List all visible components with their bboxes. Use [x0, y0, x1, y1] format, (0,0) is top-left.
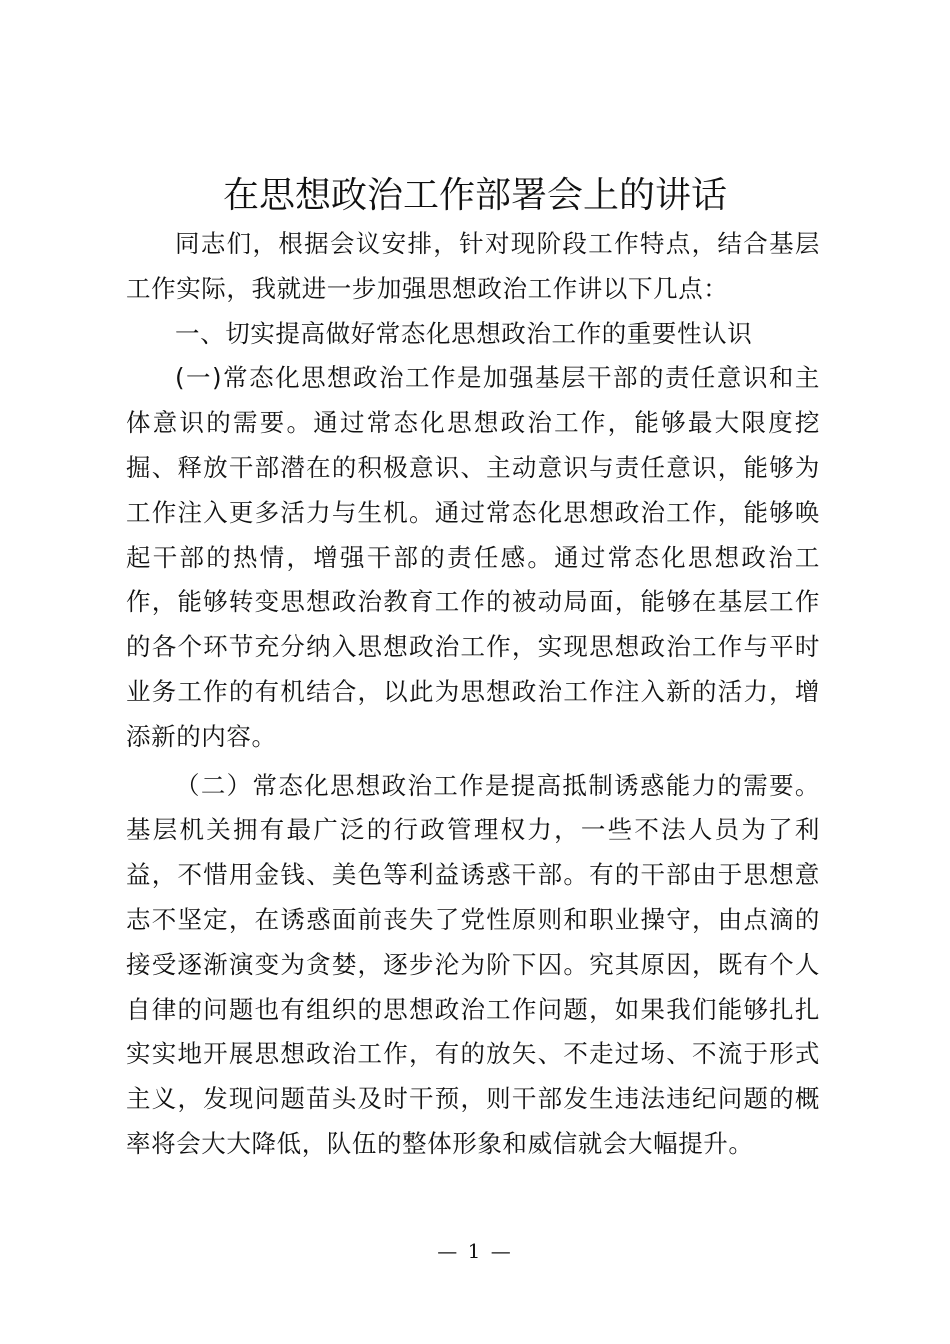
section-heading-1: 一、切实提高做好常态化思想政治工作的重要性认识: [175, 318, 753, 348]
document-title: 在思想政治工作部署会上的讲话: [222, 175, 727, 216]
document-body: [126, 222, 820, 1167]
page-number: — 1 —: [437, 1239, 513, 1263]
subsection-paragraph-1: (一)常态化思想政治工作是加强基层干部的责任意识和主体意识的需要。通过常态化思想政治工作，能够最大限度挖掘、释放干部潜在的积极意识、主动意识与责任意识，能够为工作注入更多活力与生机。通过常态化思想政治工作，能够唤起干部的热情，增强干部的责任感。通过常态化思想政治工作，能够转变思想政治教育工作的被动局面，能够在基层工作的各个环节充分纳入思想政治工作，实现思想政治工作与平时业务工作的有机结合，以此为思想政治工作注入新的活力，增添新的内容。: [126, 363, 820, 751]
subsection-paragraph-2: （二）常态化思想政治工作是提高抵制诱惑能力的需要。基层机关拥有最广泛的行政管理权力，一些不法人员为了利益，不惜用金钱、美色等利益诱惑干部。有的干部由于思想意志不坚定，在诱惑面前丧失了党性原则和职业操守，由点滴的接受逐渐演变为贪婪，逐步沦为阶下囚。究其原因，既有个人自律的问题也有组织的思想政治工作问题，如果我们能够扎扎实实地开展思想政治工作，有的放矢、不走过场、不流于形式主义，发现问题苗头及时干预，则干部发生违法违纪问题的概率将会大大降低，队伍的整体形象和威信就会大幅提升。: [126, 770, 820, 1158]
opening-paragraph: 同志们，根据会议安排，针对现阶段工作特点，结合基层工作实际，我就进一步加强思想政治工作讲以下几点：: [126, 229, 820, 303]
